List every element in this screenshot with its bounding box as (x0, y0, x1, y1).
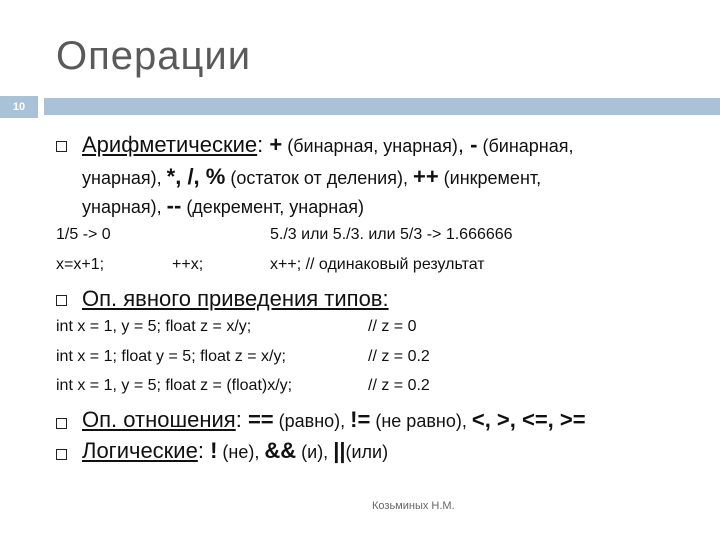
op-and: && (264, 438, 297, 463)
arith-line-3 (82, 193, 364, 219)
not-desc: (не), (217, 442, 265, 462)
cast-code: int x = 1, y = 5; float z = (float)x/y; (56, 377, 293, 394)
cast-heading (82, 286, 389, 312)
arith-label: Арифметические (82, 132, 258, 157)
arith-line-1 (82, 132, 574, 158)
op-not: ! (210, 438, 218, 463)
and-desc: (и), (296, 442, 334, 462)
equal-desc: (равно), (273, 411, 351, 431)
op-increment: ++ (412, 164, 439, 189)
slide-number: 10 (0, 96, 38, 118)
example-float-division: 5./3 или 5./3. или 5/3 -> 1.666666 (270, 226, 513, 243)
logical-line (82, 438, 388, 464)
bullet-icon (56, 295, 67, 306)
arith-line-2 (82, 164, 541, 190)
bullet-icon (56, 141, 67, 152)
logical-colon: : (197, 438, 211, 463)
header-rule (44, 98, 720, 115)
op-not-equal: != (350, 407, 371, 432)
inc-desc: (инкремент, (438, 168, 542, 188)
cast-row (56, 377, 292, 395)
or-desc: (или) (345, 442, 389, 462)
plus-desc: (бинарная, унарная) (282, 136, 458, 156)
op-plus: + (269, 132, 283, 157)
sep-comma: , (457, 132, 471, 157)
page-title: Операции (56, 34, 252, 78)
minus-desc: (бинарная, (477, 136, 574, 156)
cast-comment: // z = 0.2 (368, 348, 430, 365)
example-post-inc: x++; // одинаковый результат (270, 256, 485, 273)
op-equal: == (247, 407, 274, 432)
example-int-division: 1/5 -> 0 (56, 226, 111, 243)
cast-row (56, 348, 286, 366)
arith-l3-a: унарная), (82, 197, 167, 217)
footer-author: Козьминых Н.М. (372, 500, 455, 512)
cast-label: Оп. явного приведения типов: (82, 286, 389, 311)
not-equal-desc: (не равно), (370, 411, 472, 431)
cast-code: int x = 1; float y = 5; float z = x/y; (56, 348, 286, 365)
example-pre-inc: ++x; (172, 256, 204, 273)
bullet-icon (56, 418, 67, 429)
op-decrement: -- (166, 193, 182, 218)
bullet-icon (56, 449, 67, 460)
cast-comment: // z = 0 (368, 318, 417, 335)
relational-line (82, 407, 586, 433)
relational-label: Оп. отношения (82, 407, 236, 432)
relational-colon: : (235, 407, 248, 432)
logical-label: Логические (82, 438, 198, 463)
dec-desc: (декремент, унарная) (181, 197, 364, 217)
cast-code: int x = 1, y = 5; float z = x/y; (56, 318, 252, 335)
cast-row (56, 318, 251, 336)
cast-comment: // z = 0.2 (368, 377, 430, 394)
arith-colon: : (257, 132, 270, 157)
op-or: || (333, 438, 346, 463)
arith-l2-a: унарная), (82, 168, 167, 188)
example-inc-assign: x=x+1; (56, 256, 105, 273)
mod-desc: (остаток от деления), (225, 168, 413, 188)
op-minus: - (470, 132, 478, 157)
op-mul-div-mod: *, /, % (166, 164, 226, 189)
op-comparisons: <, >, <=, >= (471, 407, 586, 432)
